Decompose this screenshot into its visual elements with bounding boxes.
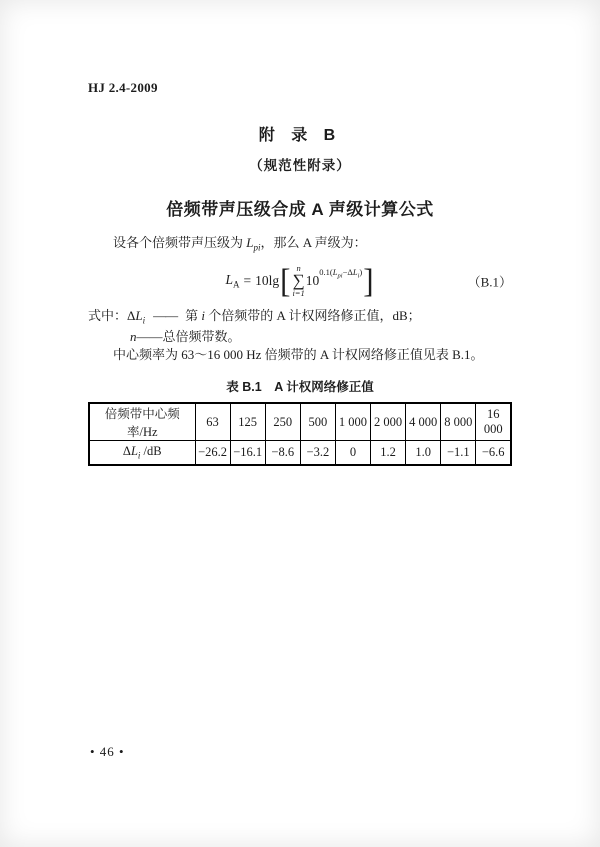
- table-caption: 表 B.1 A 计权网络修正值: [226, 380, 374, 395]
- term1-sub: i: [142, 315, 146, 326]
- summation: [291, 264, 305, 298]
- where-clause-line1: [88, 308, 512, 329]
- note-paragraph: 中心频率为 63～16 000 Hz 倍频带的 A 计权网络修正值见表 B.1。: [113, 347, 484, 363]
- left-bracket: [: [280, 261, 291, 300]
- freq-cell: 500: [300, 403, 335, 441]
- formula-body: [225, 261, 374, 300]
- row2-label-sub: i: [137, 450, 141, 461]
- var-Lpi: L: [246, 235, 254, 250]
- correction-cell: −26.2: [195, 441, 230, 465]
- row1-label: 倍频带中心频率/Hz: [89, 403, 195, 441]
- table-row-corrections: [89, 441, 511, 465]
- section-title: 倍频带声压级合成 A 声级计算公式: [166, 200, 434, 219]
- correction-cell: −16.1: [230, 441, 265, 465]
- correction-cell: −8.6: [265, 441, 300, 465]
- var-LA-sub: A: [232, 279, 240, 290]
- exp-var-dL: L: [352, 267, 358, 278]
- term1-desc-post: 个倍频带的 A 计权网络修正值，dB；: [205, 307, 421, 323]
- page-content: [88, 0, 512, 466]
- intro-text-pre: 设各个倍频带声压级为: [113, 235, 247, 250]
- row2-label: [89, 441, 195, 465]
- correction-cell: 1.2: [371, 441, 406, 465]
- sigma-symbol: ∑: [292, 271, 305, 291]
- exp-var-L: L: [332, 267, 338, 278]
- formula-base: 10: [305, 272, 320, 288]
- term1-desc-pre: 第: [185, 307, 202, 323]
- term1-var: L: [135, 307, 143, 323]
- exp-pre: 0.1(: [319, 267, 333, 278]
- row2-label-unit: /dB: [140, 444, 162, 459]
- em-dash: ——: [153, 307, 178, 323]
- row2-label-delta: Δ: [122, 444, 131, 459]
- right-bracket: ]: [363, 261, 374, 300]
- freq-cell: 1 000: [335, 403, 370, 441]
- term1-desc: [185, 308, 420, 323]
- exp-minus-delta: −Δ: [342, 267, 353, 278]
- freq-cell: 125: [230, 403, 265, 441]
- term-delta-L: [127, 307, 146, 326]
- equation-b1: [88, 262, 512, 300]
- where-label: 式中：: [88, 307, 128, 323]
- sum-lower-limit: i=1: [292, 288, 305, 299]
- equation-number: （B.1）: [467, 274, 512, 290]
- appendix-title: 附 录 B: [258, 127, 342, 144]
- freq-cell: 250: [265, 403, 300, 441]
- sum-upper-limit: n: [296, 262, 301, 273]
- correction-cell: 0: [335, 441, 370, 465]
- delta-symbol: Δ: [127, 307, 136, 323]
- exp-var-dL-sub: i: [357, 272, 360, 280]
- correction-cell: −1.1: [441, 441, 476, 465]
- where-clause-line2: [88, 329, 512, 345]
- correction-cell: −6.6: [476, 441, 511, 465]
- table-b1: [88, 402, 512, 466]
- freq-cell: 4 000: [406, 403, 441, 441]
- term2-desc: 总倍频带数。: [162, 329, 241, 345]
- freq-cell: 8 000: [441, 403, 476, 441]
- correction-cell: −3.2: [300, 441, 335, 465]
- formula-coeff: 10lg: [255, 272, 280, 288]
- exp-var-L-sub: pi: [337, 272, 343, 280]
- var-Lpi-sub: pi: [253, 242, 261, 253]
- em-dash-2: ——: [136, 329, 163, 345]
- freq-cell: 2 000: [371, 403, 406, 441]
- table-row-frequencies: [89, 403, 511, 441]
- appendix-subtitle: （规范性附录）: [249, 158, 351, 173]
- exp-post: ): [359, 267, 363, 278]
- row2-label-var: L: [130, 444, 138, 459]
- equals-sign: =: [243, 272, 252, 288]
- intro-text-post: ，那么 A 声级为：: [260, 235, 367, 250]
- intro-paragraph: [88, 235, 512, 256]
- var-LA: L: [225, 271, 233, 287]
- term1-desc-i: i: [201, 307, 206, 323]
- formula-lhs: [225, 272, 239, 290]
- term2-var: n: [130, 329, 137, 345]
- freq-cell: 63: [195, 403, 230, 441]
- freq-cell: 16 000: [476, 403, 511, 441]
- doc-code: HJ 2.4-2009: [88, 80, 158, 95]
- page-number: • 46 •: [90, 744, 125, 759]
- correction-cell: 1.0: [406, 441, 441, 465]
- formula-exponent: [319, 267, 362, 280]
